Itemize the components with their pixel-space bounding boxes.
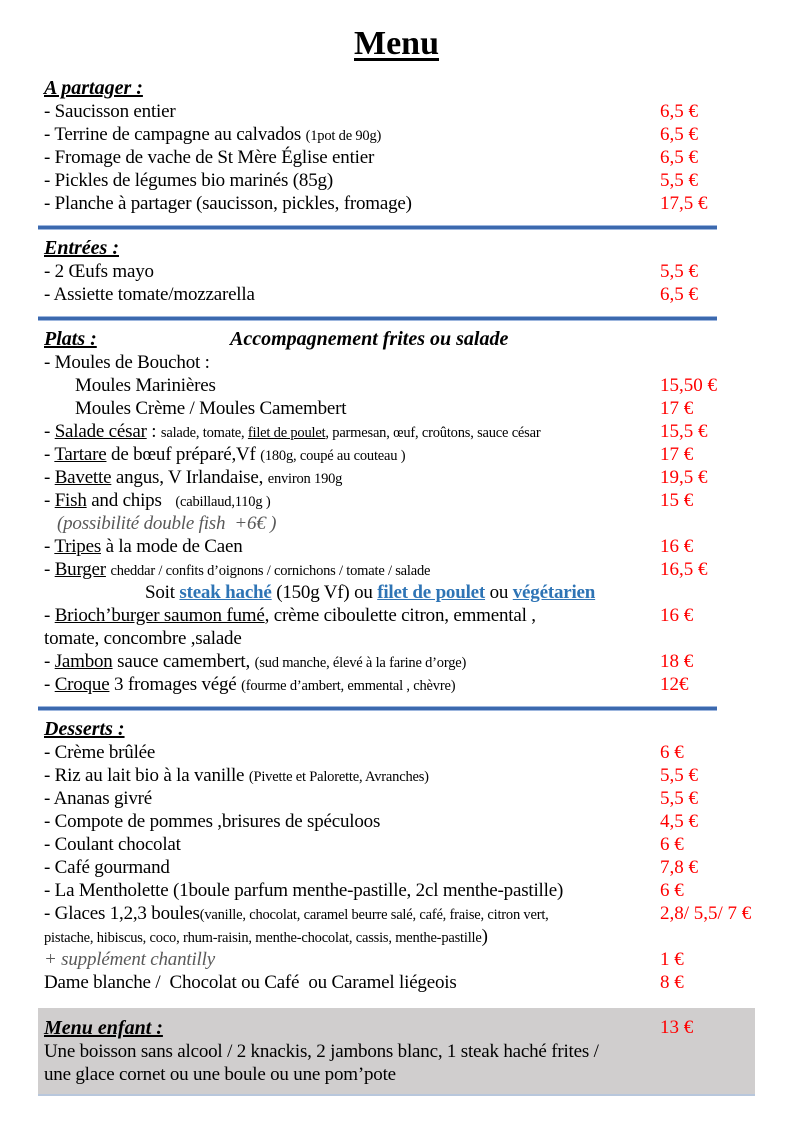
plats-subtitle: Accompagnement frites ou salade [230, 328, 509, 350]
item-description [44, 742, 155, 763]
item-description [44, 765, 429, 786]
item-text-segment: (Pivette et Palorette, Avranches) [248, 769, 429, 785]
item-price: 17,5 € [660, 193, 708, 214]
item-text-segment: filet de poulet [247, 425, 326, 441]
section-desserts [38, 717, 755, 994]
item-text-segment: Tripes [54, 536, 102, 557]
item-text-segment: Moules Marinières [75, 375, 216, 396]
menu-item-row [38, 420, 755, 443]
menu-item-row [38, 512, 755, 535]
item-description [44, 788, 152, 809]
item-text-segment: cheddar / confits d’oignons / cornichons / tomate / salade [110, 563, 431, 579]
item-price: 6,5 € [660, 124, 698, 145]
section-heading-a-partager: A partager : [44, 77, 143, 99]
menu-item-row [38, 764, 755, 787]
item-price: 16 € [660, 536, 694, 557]
item-text-segment: - [44, 559, 55, 580]
menu-item-row [38, 810, 755, 833]
item-text-segment: + supplément chantilly [44, 949, 215, 970]
item-description [44, 101, 175, 122]
item-description [44, 421, 540, 442]
item-description [44, 261, 154, 282]
section-heading-desserts: Desserts : [44, 718, 125, 740]
item-text-segment: (1pot de 90g) [305, 128, 382, 144]
item-text-segment: , parmesan, œuf, croûtons, sauce césar [325, 425, 541, 441]
item-price: 17 € [660, 444, 694, 465]
item-price: 6 € [660, 880, 684, 901]
item-price: 15,5 € [660, 421, 708, 442]
item-price: 5,5 € [660, 261, 698, 282]
menu-item-row [38, 192, 755, 215]
item-text-segment: - Assiette tomate/mozzarella [44, 284, 255, 305]
item-description [44, 926, 488, 947]
menu-item-row [38, 169, 755, 192]
item-description [44, 811, 380, 832]
item-description [44, 857, 170, 878]
menu-item-row [38, 650, 755, 673]
item-price: 6,5 € [660, 101, 698, 122]
item-price: 5,5 € [660, 788, 698, 809]
item-description [44, 124, 381, 145]
item-text-segment: - Moules de Bouchot : [44, 352, 210, 373]
item-text-segment: - [44, 490, 55, 511]
item-price: 1 € [660, 949, 684, 970]
menu-item-row [38, 948, 755, 971]
item-price: 16 € [660, 605, 694, 626]
item-text-segment: salade, tomate, [160, 425, 248, 441]
section-menu-enfant [38, 1008, 755, 1096]
item-price: 17 € [660, 398, 694, 419]
item-text-segment: - Fromage de vache de St Mère Église entier [44, 147, 375, 168]
section-divider [38, 706, 717, 711]
menu-item-row [38, 558, 755, 581]
item-text-segment: - Terrine de campagne au calvados [44, 124, 306, 145]
menu-item-row [38, 627, 755, 650]
menu-item-row [38, 397, 755, 420]
section-entrees [38, 236, 755, 306]
item-text-segment: - [44, 651, 55, 672]
section-header-row [38, 236, 755, 260]
item-text-segment: (180g, coupé au couteau ) [260, 448, 406, 464]
item-description [44, 651, 466, 672]
item-text-segment: sauce camembert, [112, 651, 255, 672]
item-text-segment: Croque [54, 674, 110, 695]
item-description [44, 467, 342, 488]
section-divider [38, 225, 717, 230]
item-text-segment: Burger [54, 559, 106, 580]
item-price: 15 € [660, 490, 694, 511]
item-price: 6,5 € [660, 147, 698, 168]
item-description [44, 949, 215, 970]
item-price: 13 € [660, 1017, 694, 1038]
section-heading-entrees: Entrées : [44, 237, 119, 259]
menu-content [38, 76, 755, 1096]
menu-enfant-description-line: Une boisson sans alcool / 2 knackis, 2 jambons blanc, 1 steak haché frites / [44, 1041, 599, 1062]
menu-item-row [38, 260, 755, 283]
item-text-segment: - Ananas givré [44, 788, 152, 809]
item-text-segment: ou [485, 582, 513, 603]
menu-item-row [38, 673, 755, 696]
item-text-segment: , crème ciboulette citron, emmental , [264, 605, 536, 626]
item-list-desserts [38, 741, 755, 994]
item-text-segment: - [44, 605, 55, 626]
item-price: 7,8 € [660, 857, 698, 878]
section-header-row [44, 1016, 749, 1040]
item-text-segment: - Pickles de légumes bio marinés (85g) [44, 170, 333, 191]
item-price: 19,5 € [660, 467, 708, 488]
section-plats [38, 327, 755, 696]
dish-option-link: filet de poulet [377, 582, 486, 603]
menu-item-row [38, 856, 755, 879]
item-price: 4,5 € [660, 811, 698, 832]
item-text-segment: - Riz au lait bio à la vanille [44, 765, 249, 786]
item-description [44, 490, 270, 511]
item-text-segment: and chips [86, 490, 176, 511]
section-heading-menu-enfant: Menu enfant : [44, 1017, 163, 1039]
item-list-entrees [38, 260, 755, 306]
item-description [44, 880, 563, 901]
item-text-segment: - [44, 444, 55, 465]
menu-item-row [38, 489, 755, 512]
menu-enfant-description-line: une glace cornet ou une boule ou une pom’pote [44, 1064, 396, 1085]
item-description [57, 513, 276, 534]
item-text-segment: - Coulant chocolat [44, 834, 181, 855]
item-description [44, 559, 430, 580]
item-text-segment: Salade césar [54, 421, 147, 442]
dish-option-link: végétarien [512, 582, 596, 603]
item-price: 12€ [660, 674, 689, 695]
menu-item-row [38, 466, 755, 489]
item-text-segment: - Glaces 1,2,3 boules [44, 903, 200, 924]
item-description [75, 398, 346, 419]
item-text-segment: - [44, 536, 55, 557]
item-price: 2,8/ 5,5/ 7 € [660, 903, 752, 924]
item-description [44, 903, 549, 924]
item-text-segment: (vanille, chocolat, caramel beurre salé, café, fraise, citron vert, [199, 907, 549, 923]
item-text-segment: environ 190g [267, 471, 343, 487]
item-text-segment: (cabillaud,110g ) [175, 494, 271, 510]
item-description [44, 628, 242, 649]
section-heading-plats: Plats : [44, 328, 97, 350]
menu-item-row [38, 833, 755, 856]
item-description [44, 352, 210, 373]
item-text-segment: Jambon [54, 651, 113, 672]
item-text-segment: ) [481, 926, 488, 947]
item-text-segment: - 2 Œufs mayo [44, 261, 154, 282]
item-text-segment: Tartare [54, 444, 107, 465]
menu-item-row [38, 443, 755, 466]
item-text-segment: - La Mentholette (1boule parfum menthe-pastille, 2cl menthe-pastille) [44, 880, 564, 901]
section-header-row [38, 327, 755, 351]
item-text-segment: - Compote de pommes ,brisures de spéculoos [44, 811, 381, 832]
item-price: 5,5 € [660, 170, 698, 191]
item-text-segment: angus, V Irlandaise, [111, 467, 268, 488]
menu-item-row [38, 100, 755, 123]
item-price: 5,5 € [660, 765, 698, 786]
menu-item-row [38, 787, 755, 810]
item-text-segment: (possibilité double fish +6€ ) [57, 513, 277, 534]
item-text-segment: Soit [145, 582, 180, 603]
item-price: 6 € [660, 834, 684, 855]
item-description [44, 284, 255, 305]
item-price: 18 € [660, 651, 694, 672]
menu-item-row [38, 902, 755, 925]
item-text-segment: (150g Vf) ou [271, 582, 378, 603]
item-description [44, 972, 457, 993]
item-text-segment: (fourme d’ambert, emmental , chèvre) [241, 678, 456, 694]
item-text-segment: à la mode de Caen [101, 536, 243, 557]
item-text-segment: : [146, 421, 161, 442]
menu-item-row [38, 971, 755, 994]
item-text-segment: pistache, hibiscus, coco, rhum-raisin, menthe-chocolat, cassis, menthe-pastille [44, 930, 482, 946]
item-description [44, 834, 181, 855]
menu-item-row [38, 283, 755, 306]
item-text-segment: - [44, 421, 55, 442]
item-description [44, 170, 333, 191]
item-price: 15,50 € [660, 375, 717, 396]
menu-item-row [38, 581, 755, 604]
section-divider [38, 316, 717, 321]
section-a-partager [38, 76, 755, 215]
item-description [44, 193, 412, 214]
menu-item-row [38, 535, 755, 558]
item-description [44, 605, 536, 626]
item-text-segment: Dame blanche / Chocolat ou Café ou Caramel liégeois [44, 972, 457, 993]
item-text-segment: (sud manche, élevé à la farine d’orge) [254, 655, 467, 671]
item-text-segment: tomate, concombre ,salade [44, 628, 242, 649]
item-description [44, 674, 455, 695]
item-description [44, 536, 243, 557]
item-text-segment: Brioch’burger saumon fumé [54, 605, 265, 626]
menu-item-row [38, 604, 755, 627]
menu-item-row [38, 146, 755, 169]
menu-item-row [38, 351, 755, 374]
item-text-segment: - Crème brûlée [44, 742, 156, 763]
item-text-segment: - Café gourmand [44, 857, 170, 878]
menu-item-row [38, 879, 755, 902]
item-price: 6,5 € [660, 284, 698, 305]
item-text-segment: - [44, 674, 55, 695]
dish-option-link: steak haché [179, 582, 272, 603]
item-description [75, 375, 216, 396]
item-price: 6 € [660, 742, 684, 763]
item-text-segment: - Planche à partager (saucisson, pickles, fromage) [44, 193, 412, 214]
item-description [145, 582, 595, 603]
menu-item-row [38, 925, 755, 948]
item-text-segment: - [44, 467, 55, 488]
item-text-segment: Moules Crème / Moules Camembert [75, 398, 347, 419]
item-text-segment: - Saucisson entier [44, 101, 176, 122]
section-header-row [38, 717, 755, 741]
page-title: Menu [354, 25, 439, 62]
item-price: 8 € [660, 972, 684, 993]
item-list-plats [38, 351, 755, 696]
menu-item-row [38, 741, 755, 764]
item-price: 16,5 € [660, 559, 708, 580]
item-text-segment: 3 fromages végé [109, 674, 242, 695]
item-description [44, 444, 405, 465]
item-text-segment: de bœuf préparé,Vf [106, 444, 261, 465]
item-description [44, 147, 374, 168]
item-text-segment: Fish [54, 490, 87, 511]
item-list-a-partager [38, 100, 755, 215]
item-text-segment: Bavette [54, 467, 112, 488]
section-header-row [38, 76, 755, 100]
menu-item-row [38, 123, 755, 146]
menu-item-row [38, 374, 755, 397]
